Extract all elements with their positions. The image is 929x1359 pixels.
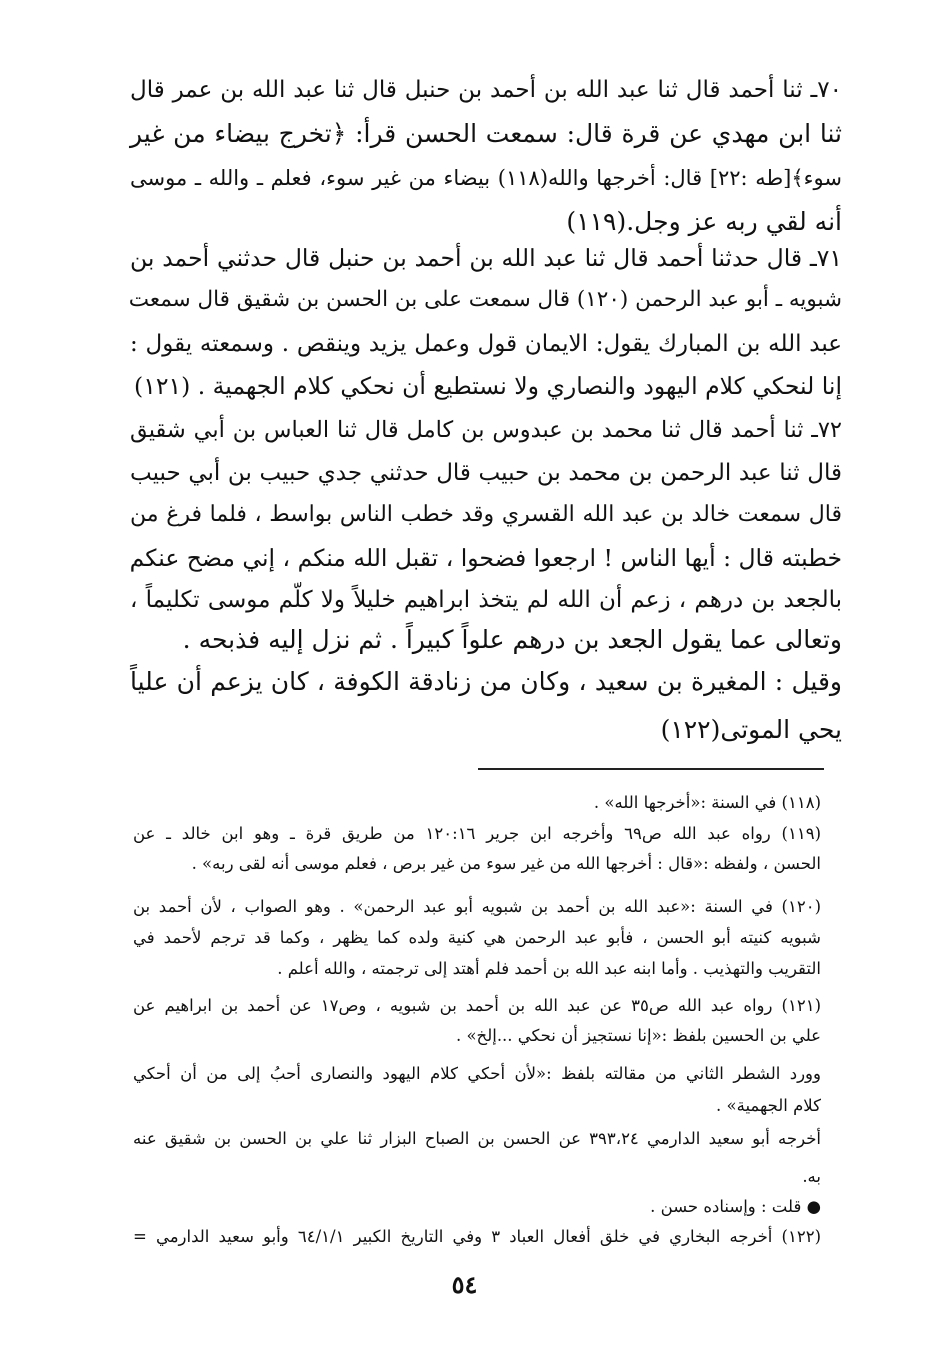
footnote-line: التقريب والتهذيب . وأما ابنه عبد الله بن أحمد فلم أهتد إلى ترجمته ، والله أعلم . — [277, 959, 821, 978]
body-line: يحي الموتى(١٢٢) — [660, 715, 842, 744]
body-line: خطبته قال : أيها الناس ! ارجعوا فضحوا ، تقبل الله منكم ، إني مضح عنكم — [129, 544, 842, 572]
footnote-line: أخرجه أبو سعيد الدارمي ٣٩٣،٢٤ عن الحسن بن الصباح البزار ثنا علي بن الحسن بن شقيق عنه — [133, 1129, 821, 1148]
footnote-line: وورد الشطر الثاني من مقالته بلفظ :«لأن أحكي كلام اليهود والنصارى أحبُ إلى من أن أحكي — [133, 1064, 821, 1083]
body-line: إنا لنحكي كلام اليهود والنصاري ولا نستطيع أن نحكي كلام الجهمية . (١٢١) — [134, 372, 842, 400]
body-line: شبويه ـ أبو عبد الرحمن (١٢٠) قال سمعت على بن الحسن بن شقيق قال سمعت — [128, 287, 842, 312]
body-line: ثنا ابن مهدي عن قرة قال: سمعت الحسن قرأ: ﴿تخرج بيضاء من غير — [130, 119, 842, 148]
footnote-line: (١٢٠) في السنة :«عبد الله بن أحمد بن شبويه أبو عبد الرحمن» . وهو الصواب ، لأن أحمد بن — [133, 897, 821, 916]
body-line: سوء﴾[طه :٢٢] قال: أخرجها والله(١١٨) بيضاء من غير سوء، فعلم ـ والله ـ موسى — [130, 166, 842, 190]
body-line: وتعالى عما يقول الجعد بن درهم علواً كبيراً . ثم نزل إليه فذبحه . — [182, 625, 842, 654]
page-number: ٥٤ — [451, 1270, 478, 1299]
footnote-line: (١٢٢) أخرجه البخاري في خلق أفعال العباد ٣ وفي التاريخ الكبير ٦٤/١/١ وأبو سعيد الدارمي = — [133, 1227, 821, 1246]
footnote-line: شبويه كنيته أبو الحسن ، فأبو عبد الرحمن هي كنية ولده كما يظهر ، وكما قد ترجم لأحمد في — [133, 928, 821, 947]
footnote-line: كلام الجهمية» . — [716, 1096, 821, 1115]
body-line: بالجعد بن درهم ، زعم أن الله لم يتخذ ابراهيم خليلاً ولا كلّم موسى تكليماً ، — [130, 587, 842, 613]
footnote-line: علي بن الحسين بلفظ :«إنا نستجيز أن نحكي ...إلخ» . — [455, 1026, 821, 1045]
body-line: عبد الله بن المبارك يقول: الايمان قول وعمل يزيد وينقص . وسمعته يقول : — [130, 331, 842, 357]
body-line: وقيل : المغيرة بن سعيد ، وكان من زنادقة الكوفة ، كان يزعم أن علياً — [130, 667, 842, 696]
body-line: أنه لقي ربه عز وجل.(١١٩) — [566, 207, 842, 236]
footnote-separator — [478, 768, 824, 770]
body-line: ٧٢ـ ثنا أحمد قال ثنا محمد بن عبدوس بن كامل قال ثنا العباس بن أبي شقيق — [130, 417, 842, 443]
footnote-line: ● قلت : وإسناده حسن . — [650, 1197, 821, 1216]
footnote-line: به. — [802, 1167, 821, 1186]
footnote-line: (١١٨) في السنة :«أخرجها الله» . — [593, 793, 821, 812]
body-line: ٧١ـ قال حدثنا أحمد قال ثنا عبد الله بن أحمد بن حنبل قال حدثني أحمد بن — [130, 244, 842, 272]
footnote-line: (١٢١) رواه عبد الله ص٣٥ عن عبد الله بن أحمد بن شبويه ، وص١٧ عن أحمد بن ابراهيم عن — [133, 996, 822, 1015]
footnote-line: الحسن ، ولفظه :«قال : أخرجها الله من غير سوء من غير برص ، فعلم موسى أنه لقى ربه» . — [191, 854, 821, 873]
body-line: قال سمعت خالد بن عبد الله القسري وقد خطب الناس بواسط ، فلما فرغ من — [130, 502, 842, 527]
body-line: قال ثنا عبد الرحمن بن محمد بن حبيب قال حدثني جدي حبيب بن أبي حبيب — [130, 460, 842, 486]
footnote-line: (١١٩) رواه عبد الله ص٦٩ وأخرجه ابن جرير ١٢٠:١٦ من طريق قرة ـ وهو ابن خالد ـ عن — [133, 824, 822, 843]
body-line: ٧٠ـ ثنا أحمد قال ثنا عبد الله بن أحمد بن حنبل قال ثنا عبد الله بن عمر قال — [130, 77, 842, 103]
